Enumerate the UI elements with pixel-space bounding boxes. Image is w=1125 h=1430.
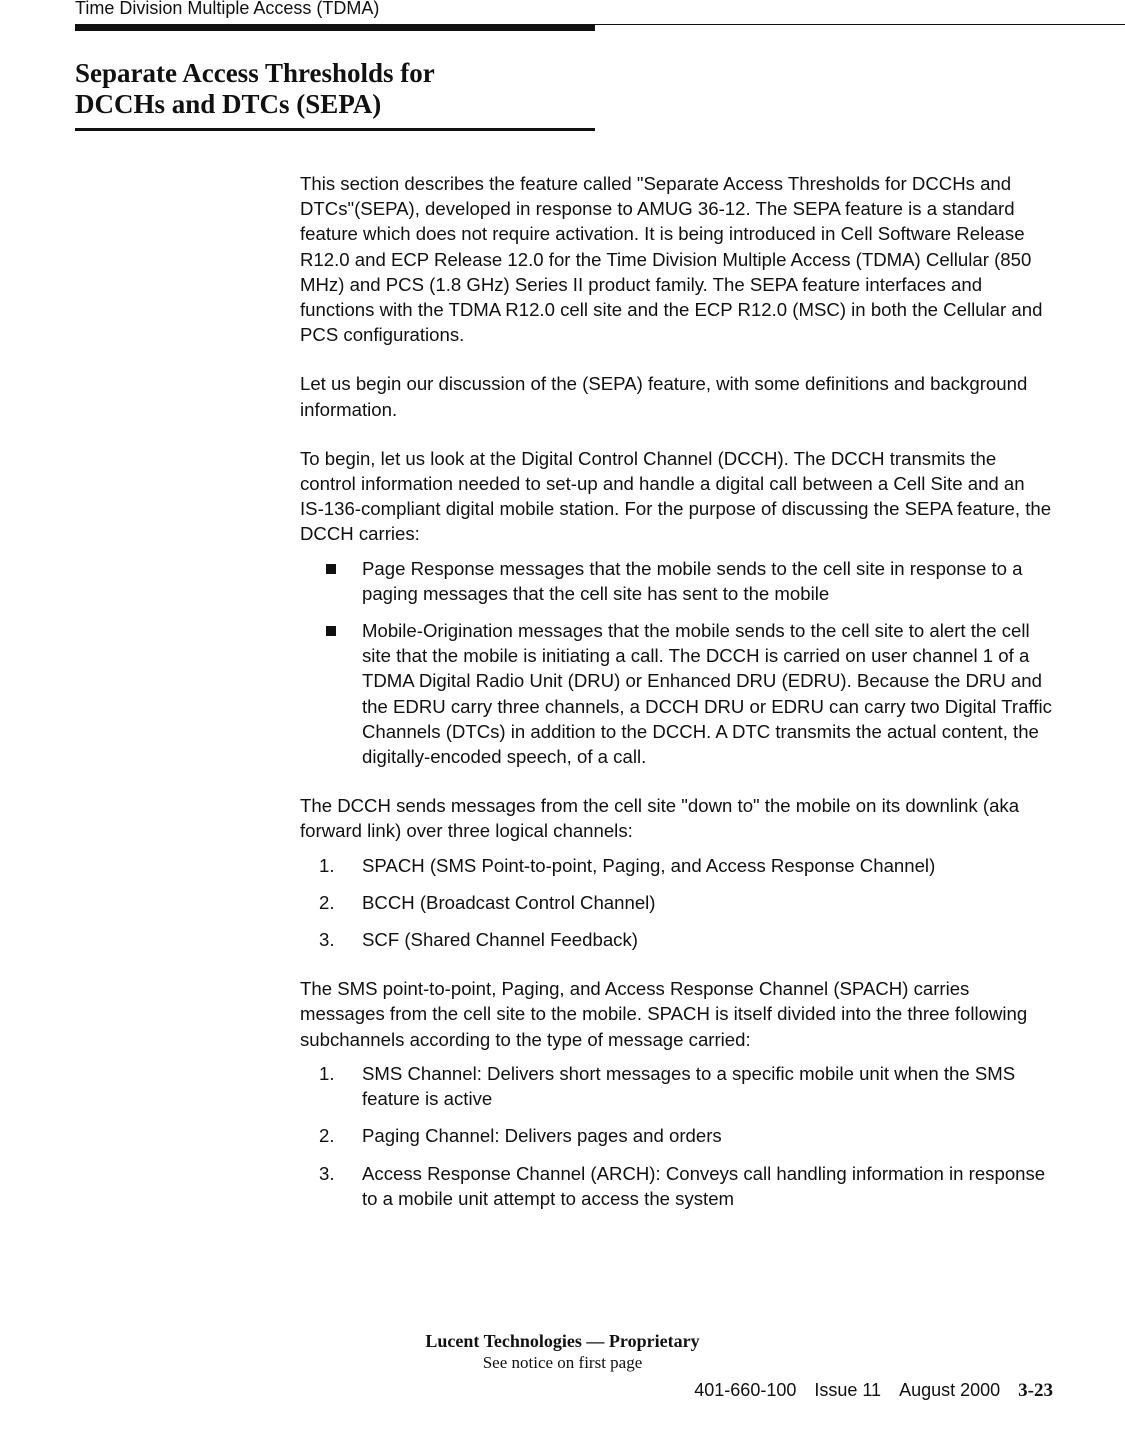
proprietary-notice: Lucent Technologies — Proprietary [425, 1331, 700, 1351]
page-footer [0, 1330, 1125, 1374]
title-rule [75, 128, 595, 131]
list-item [300, 890, 1052, 915]
square-bullet-icon [326, 626, 336, 636]
list-item [300, 556, 1052, 606]
list-item [300, 1061, 1052, 1111]
list-item-text: SPACH (SMS Point-to-point, Paging, and Access Response Channel) [362, 854, 936, 876]
issue-number: Issue 11 [814, 1380, 882, 1400]
subchannel-list [300, 1061, 1052, 1211]
page-reference [694, 1379, 1053, 1402]
intro-paragraph: This section describes the feature called "Separate Access Thresholds for DCCHs and DTCs"(SEPA), developed in response to AMUG 36-12. The SEPA feature is a standard feature which does not require activation. It is being introduced in Cell Software Release R12.0 and ECP Release 12.0 for the Time Division Multiple Access (TDMA) Cellular (850 MHz) and PCS (1.8 GHz) Series II product family. The SEPA feature interfaces and functions with the TDMA R12.0 cell site and the ECP R12.0 (MSC) in both the Cellular and PCS configurations. [300, 173, 1043, 346]
list-item-text: BCCH (Broadcast Control Channel) [362, 891, 656, 913]
list-number: 2. [319, 1125, 335, 1147]
list-item-text: Page Response messages that the mobile sends to the cell site in response to a paging messages that the cell site has sent to the mobile [362, 557, 1023, 604]
list-item [300, 927, 1052, 952]
list-item [300, 1161, 1052, 1211]
list-number: 3. [319, 1162, 335, 1184]
list-number: 3. [319, 929, 335, 951]
square-bullet-icon [326, 564, 336, 574]
list-item [300, 853, 1052, 878]
issue-date: August 2000 [899, 1380, 1001, 1400]
list-item-text: Paging Channel: Delivers pages and orders [362, 1125, 722, 1147]
body-content [300, 171, 1052, 1235]
running-header: Time Division Multiple Access (TDMA) [75, 0, 380, 18]
dcch-bullet-list [300, 556, 1052, 770]
downlink-paragraph: The DCCH sends messages from the cell site "down to" the mobile on its downlink (aka forward link) over three logical channels: [300, 795, 1020, 842]
header-rule-thick [75, 24, 595, 31]
list-number: 1. [319, 1062, 335, 1084]
section-title-line-2: DCCHs and DTCs (SEPA) [75, 89, 382, 119]
list-item-text: Mobile-Origination messages that the mobile sends to the cell site to alert the cell site that the mobile is initiating a call. The DCCH is carried on user channel 1 of a TDMA Digital Radio Unit (DRU) or Enhanced DRU (EDRU). Because the DRU and the EDRU carry three channels, a DCCH DRU or EDRU can carry two Digital Traffic Channels (DTCs) in addition to the DCCH. A DTC transmits the actual content, the digitally-encoded speech, of a call. [362, 620, 1052, 768]
begin-paragraph: Let us begin our discussion of the (SEPA) feature, with some definitions and background information. [300, 373, 1028, 420]
section-title [75, 58, 435, 120]
spach-paragraph: The SMS point-to-point, Paging, and Access Response Channel (SPACH) carries messages from the cell site to the mobile. SPACH is itself divided into the three following subchannels according to the type of message carried: [300, 978, 1028, 1050]
list-item [300, 1123, 1052, 1148]
list-item-text: SCF (Shared Channel Feedback) [362, 929, 638, 951]
list-number: 1. [319, 854, 335, 876]
list-item-text: SMS Channel: Delivers short messages to a specific mobile unit when the SMS feature is active [362, 1062, 1016, 1110]
see-notice-text: See notice on first page [482, 1353, 643, 1372]
list-number: 2. [319, 891, 335, 913]
page-number: 3-23 [1018, 1380, 1053, 1401]
logical-channel-list [300, 853, 1052, 953]
list-item [300, 618, 1052, 769]
dcch-paragraph: To begin, let us look at the Digital Control Channel (DCCH). The DCCH transmits the control information needed to set-up and handle a digital call between a Cell Site and an IS-136-compliant digital mobile station. For the purpose of discussing the SEPA feature, the DCCH carries: [300, 447, 1052, 545]
section-title-line-1: Separate Access Thresholds for [75, 58, 435, 88]
document-id: 401-660-100 [694, 1380, 797, 1400]
list-item-text: Access Response Channel (ARCH): Conveys call handling information in response to a mobile unit attempt to access the system [362, 1162, 1046, 1209]
